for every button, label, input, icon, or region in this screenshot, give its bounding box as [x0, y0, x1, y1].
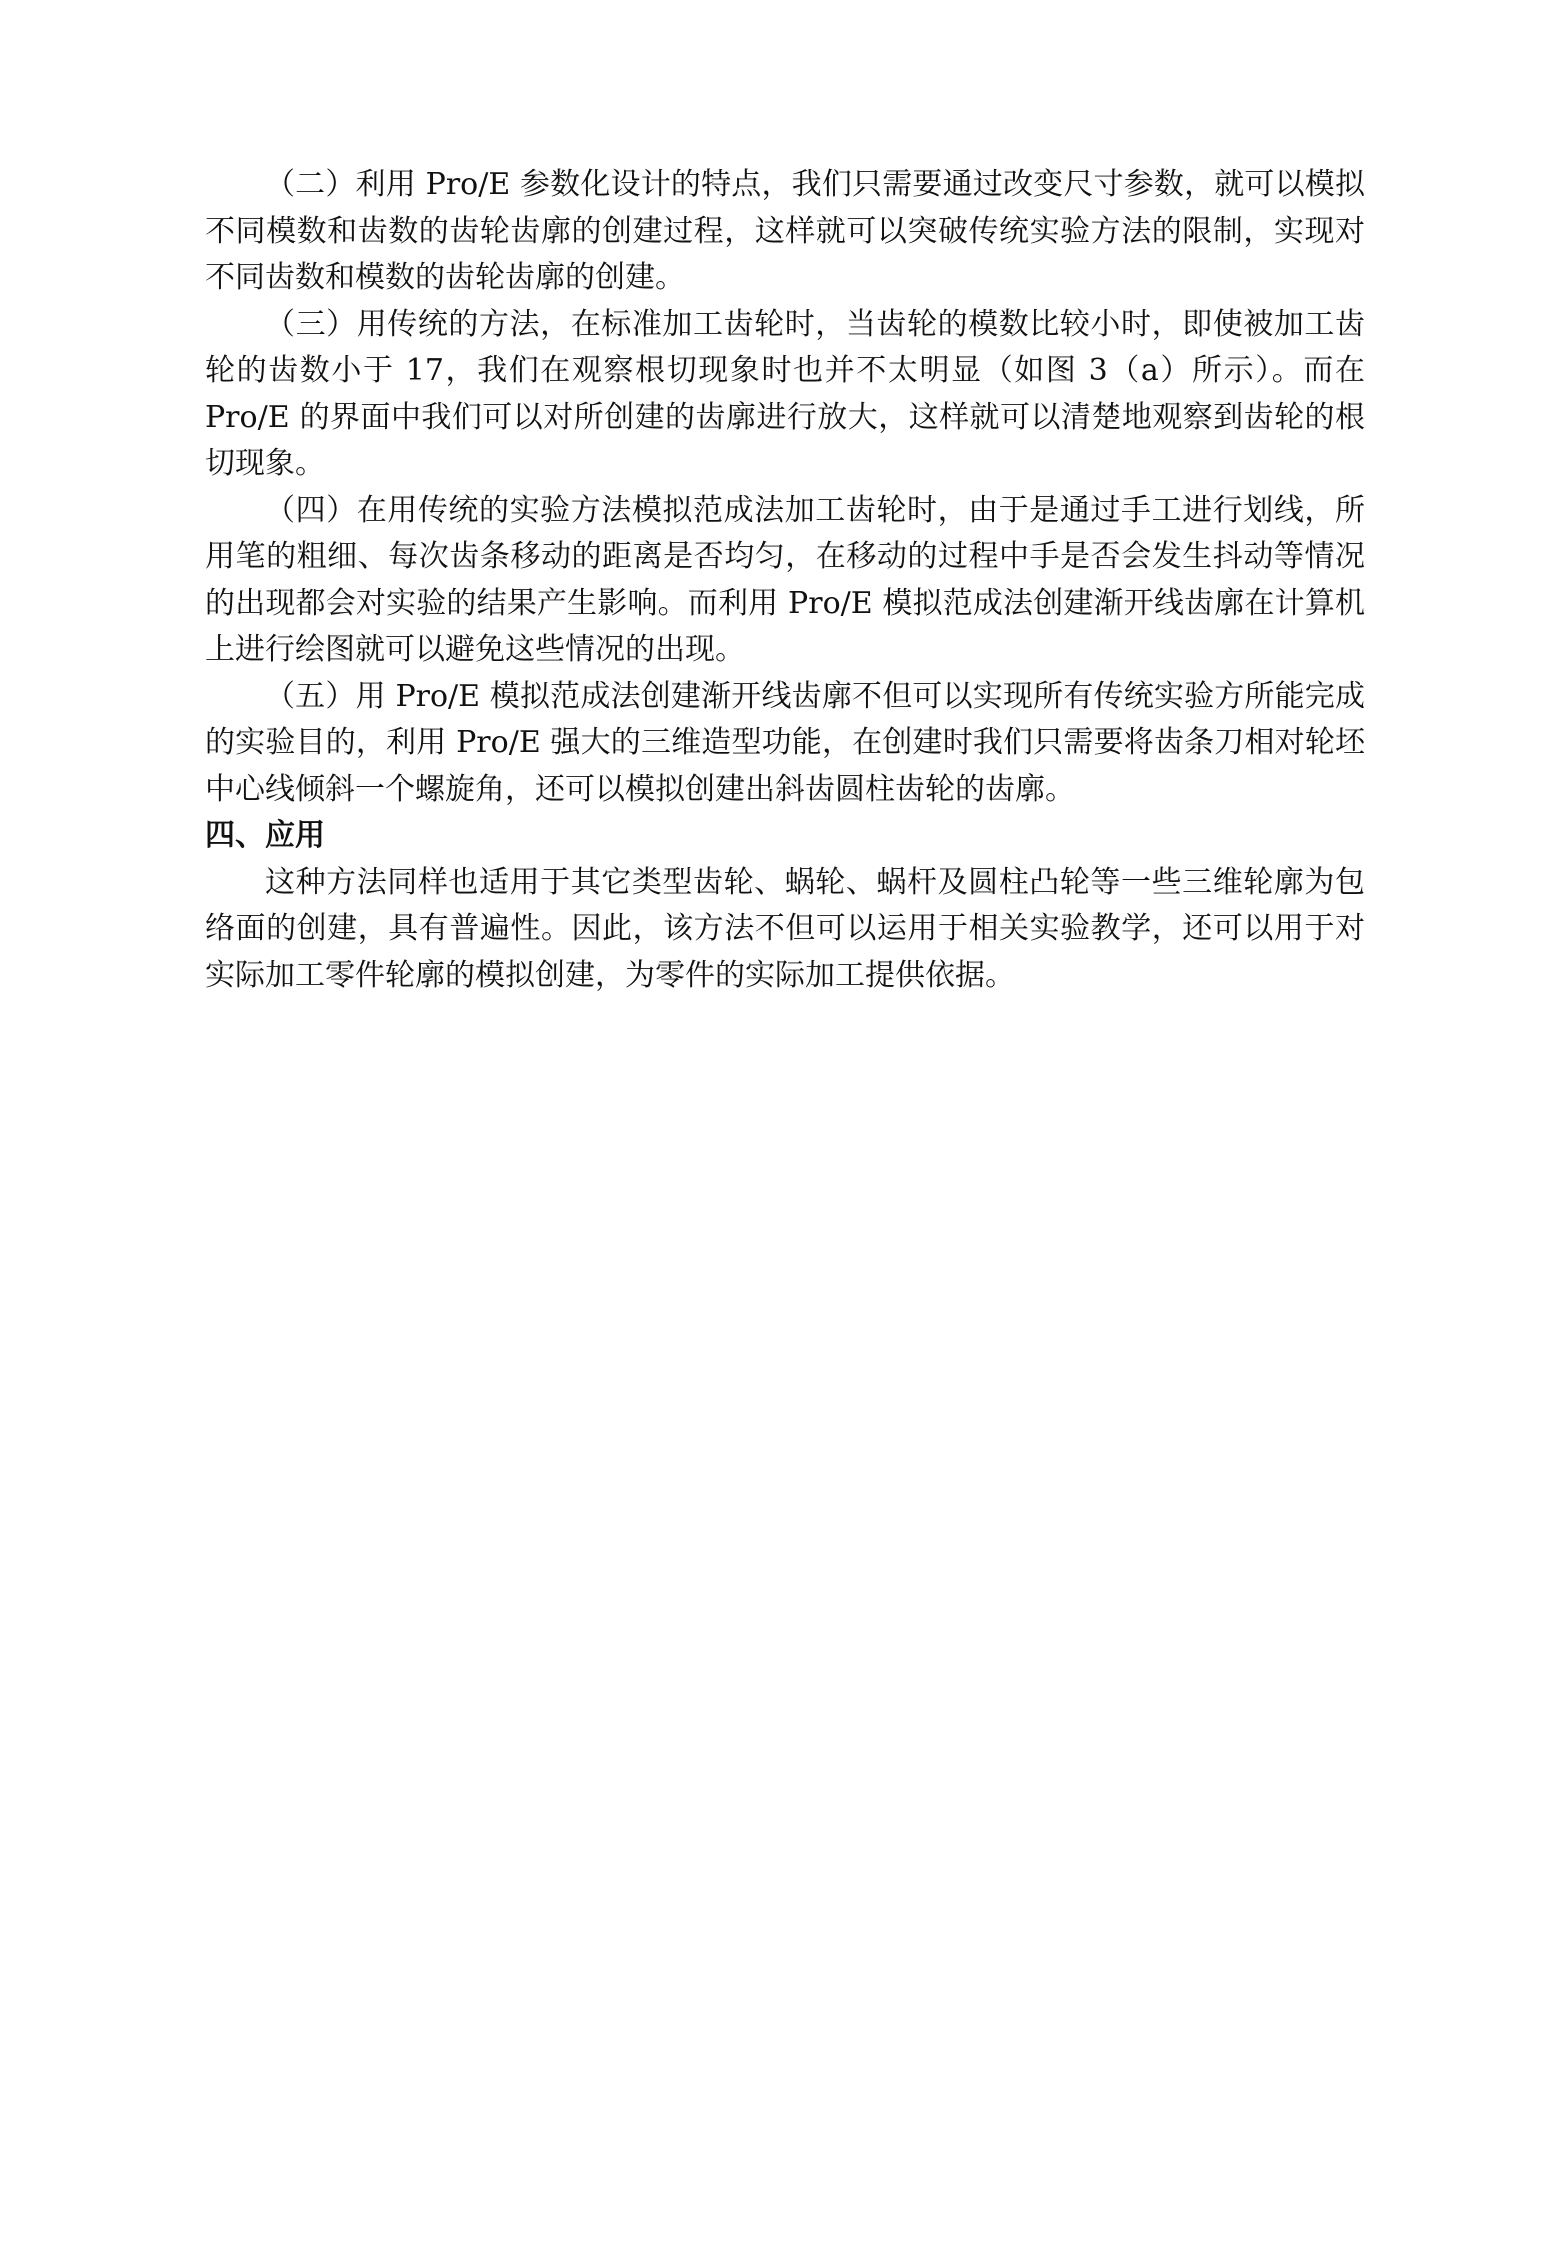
- paragraph-three: （三）用传统的方法，在标准加工齿轮时，当齿轮的模数比较小时，即使被加工齿轮的齿数小于 17，我们在观察根切现象时也并不太明显（如图 3（a）所示）。而在 Pro/E 的界面中我们可以对所创建的齿廓进行放大，这样就可以清楚地观察到齿轮的根切现象。: [205, 306, 1365, 481]
- paragraph-five: （五）用 Pro/E 模拟范成法创建渐开线齿廓不但可以实现所有传统实验方所能完成的实验目的，利用 Pro/E 强大的三维造型功能，在创建时我们只需要将齿条刀相对轮坯中心线倾斜一个螺旋角，还可以模拟创建出斜齿圆柱齿轮的齿廓。: [205, 678, 1365, 807]
- document-body: [205, 162, 1365, 999]
- paragraph-application: 这种方法同样也适用于其它类型齿轮、蜗轮、蜗杆及圆柱凸轮等一些三维轮廓为包络面的创建，具有普遍性。因此，该方法不但可以运用于相关实验教学，还可以用于对实际加工零件轮廓的模拟创建，为零件的实际加工提供依据。: [205, 864, 1365, 993]
- paragraph-four: （四）在用传统的实验方法模拟范成法加工齿轮时，由于是通过手工进行划线，所用笔的粗细、每次齿条移动的距离是否均匀，在移动的过程中手是否会发生抖动等情况的出现都会对实验的结果产生影响。而利用 Pro/E 模拟范成法创建渐开线齿廓在计算机上进行绘图就可以避免这些情况的出现。: [205, 492, 1365, 667]
- section-heading-application: 四、应用: [205, 818, 325, 853]
- paragraph-two: （二）利用 Pro/E 参数化设计的特点，我们只需要通过改变尺寸参数，就可以模拟不同模数和齿数的齿轮齿廓的创建过程，这样就可以突破传统实验方法的限制，实现对不同齿数和模数的齿轮齿廓的创建。: [205, 167, 1365, 295]
